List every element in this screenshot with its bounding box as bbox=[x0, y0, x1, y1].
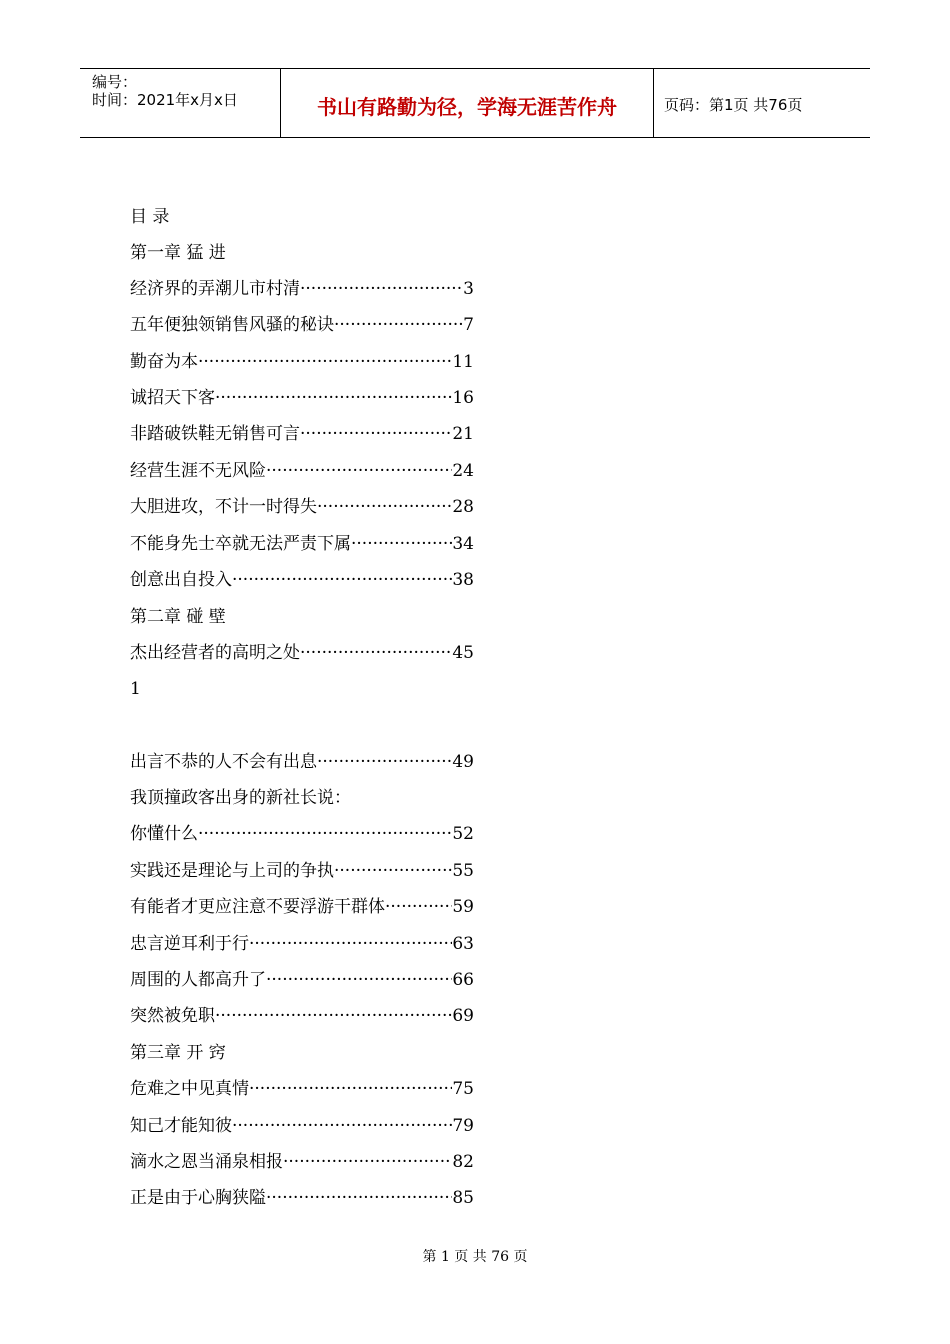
page-info: 页码：第1页 共76页 bbox=[664, 96, 803, 114]
toc-entry bbox=[130, 966, 474, 994]
toc-entry-title: 突然被免职 bbox=[130, 1006, 215, 1026]
toc-leader-dots bbox=[351, 530, 452, 558]
page-footer: 第 1 页 共 76 页 bbox=[422, 1249, 528, 1265]
toc-entry-page: 49 bbox=[452, 752, 474, 772]
toc-leader-dots bbox=[266, 966, 452, 994]
toc-entry-title: 杰出经营者的高明之处 bbox=[130, 643, 300, 663]
toc-entry-page: 66 bbox=[452, 970, 474, 990]
toc-entry-title: 经营生涯不无风险 bbox=[130, 461, 266, 481]
toc-entry bbox=[130, 820, 474, 848]
toc-entry-page: 85 bbox=[452, 1188, 474, 1208]
toc-entry bbox=[130, 311, 474, 339]
toc-leader-dots bbox=[232, 566, 452, 594]
toc-entry-page: 3 bbox=[463, 279, 474, 299]
toc-entry bbox=[130, 420, 474, 448]
toc-entry-title: 危难之中见真情 bbox=[130, 1079, 249, 1099]
toc-entry-page: 16 bbox=[452, 388, 474, 408]
toc-entry-title: 忠言逆耳利于行 bbox=[130, 934, 249, 954]
toc-entry-title: 正是由于心胸狭隘 bbox=[130, 1188, 266, 1208]
toc-leader-dots bbox=[300, 420, 452, 448]
toc-entry-page: 69 bbox=[452, 1006, 474, 1026]
toc-entry-page: 55 bbox=[452, 861, 474, 881]
header-motto-cell bbox=[281, 69, 654, 137]
toc-entry bbox=[130, 275, 474, 303]
toc-entry-page: 52 bbox=[452, 824, 474, 844]
toc-entry-title: 创意出自投入 bbox=[130, 570, 232, 590]
serial-label: 编号： bbox=[92, 73, 138, 91]
toc-leader-dots bbox=[232, 1112, 452, 1140]
toc-entry bbox=[130, 457, 474, 485]
toc-entry-title: 非踏破铁鞋无销售可言 bbox=[130, 424, 300, 444]
toc-leader-dots bbox=[215, 384, 452, 412]
toc-leader-dots bbox=[300, 639, 452, 667]
toc-entry-title: 不能身先士卒就无法严责下属 bbox=[130, 534, 351, 554]
toc-leader-dots bbox=[198, 348, 452, 376]
toc-entry-title: 诚招天下客 bbox=[130, 388, 215, 408]
toc-leader-dots bbox=[334, 311, 463, 339]
toc-entry-page: 82 bbox=[452, 1152, 474, 1172]
toc-entry-page: 11 bbox=[452, 352, 474, 372]
toc-leader-dots bbox=[249, 930, 452, 958]
toc-entry bbox=[130, 566, 474, 594]
toc-entry-page: 28 bbox=[452, 497, 474, 517]
toc-entry-page: 75 bbox=[452, 1079, 474, 1099]
toc-leader-dots bbox=[334, 857, 452, 885]
toc-chapter-heading: 第三章 开 窍 bbox=[130, 1043, 226, 1063]
toc-entry-title: 出言不恭的人不会有出息 bbox=[130, 752, 317, 772]
toc-entry-page: 24 bbox=[452, 461, 474, 481]
toc-leader-dots bbox=[385, 893, 452, 921]
header-meta-cell bbox=[80, 69, 281, 137]
toc-leader-dots bbox=[317, 748, 452, 776]
toc-entry bbox=[130, 748, 474, 776]
toc-entry-title: 周围的人都高升了 bbox=[130, 970, 266, 990]
toc-entry bbox=[130, 857, 474, 885]
toc-entry-title: 大胆进攻，不计一时得失 bbox=[130, 497, 317, 517]
toc-entry-page: 7 bbox=[463, 315, 474, 335]
toc-entry bbox=[130, 1112, 474, 1140]
toc-entry-title: 经济界的弄潮儿市村清 bbox=[130, 279, 300, 299]
toc-entry bbox=[130, 348, 474, 376]
toc-leader-dots bbox=[215, 1002, 452, 1030]
toc-leader-dots bbox=[198, 820, 452, 848]
toc-entry bbox=[130, 639, 474, 667]
toc-entry-title: 实践还是理论与上司的争执 bbox=[130, 861, 334, 881]
toc-leader-dots bbox=[266, 457, 452, 485]
toc-entry bbox=[130, 1075, 474, 1103]
toc-entry bbox=[130, 530, 474, 558]
toc-leader-dots bbox=[317, 493, 452, 521]
toc-entry bbox=[130, 1148, 474, 1176]
toc-entry-title: 勤奋为本 bbox=[130, 352, 198, 372]
toc-entry-title: 知己才能知彼 bbox=[130, 1116, 232, 1136]
toc-entry-title: 滴水之恩当涌泉相报 bbox=[130, 1152, 283, 1172]
toc-entry-page: 21 bbox=[452, 424, 474, 444]
toc-text-line: 我顶撞政客出身的新社长说： bbox=[130, 788, 351, 808]
page-header bbox=[80, 68, 870, 138]
toc-leader-dots bbox=[266, 1184, 452, 1212]
toc-leader-dots bbox=[300, 275, 463, 303]
toc-chapter-heading: 第一章 猛 进 bbox=[130, 243, 226, 263]
toc-entry-page: 63 bbox=[452, 934, 474, 954]
toc-entry bbox=[130, 1002, 474, 1030]
toc-entry bbox=[130, 1184, 474, 1212]
toc-entry bbox=[130, 384, 474, 412]
time-label: 时间：2021年x月x日 bbox=[92, 91, 238, 109]
toc-entry-page: 38 bbox=[452, 570, 474, 590]
toc-entry-page: 79 bbox=[452, 1116, 474, 1136]
toc-leader-dots bbox=[249, 1075, 452, 1103]
toc-leader-dots bbox=[283, 1148, 452, 1176]
toc-entry-page: 59 bbox=[452, 897, 474, 917]
toc-entry-page: 45 bbox=[452, 643, 474, 663]
toc-entry-title: 五年便独领销售风骚的秘诀 bbox=[130, 315, 334, 335]
toc-text-line: 1 bbox=[130, 679, 141, 699]
toc-title: 目 录 bbox=[130, 207, 170, 227]
header-page-cell bbox=[654, 69, 870, 137]
toc-entry-page: 34 bbox=[452, 534, 474, 554]
toc-entry bbox=[130, 930, 474, 958]
toc-entry bbox=[130, 893, 474, 921]
toc-chapter-heading: 第二章 碰 壁 bbox=[130, 607, 226, 627]
toc-entry bbox=[130, 493, 474, 521]
toc-entry-title: 你懂什么 bbox=[130, 824, 198, 844]
motto: 书山有路勤为径，学海无涯苦作舟 bbox=[317, 95, 617, 119]
toc-entry-title: 有能者才更应注意不要浮游干群体 bbox=[130, 897, 385, 917]
